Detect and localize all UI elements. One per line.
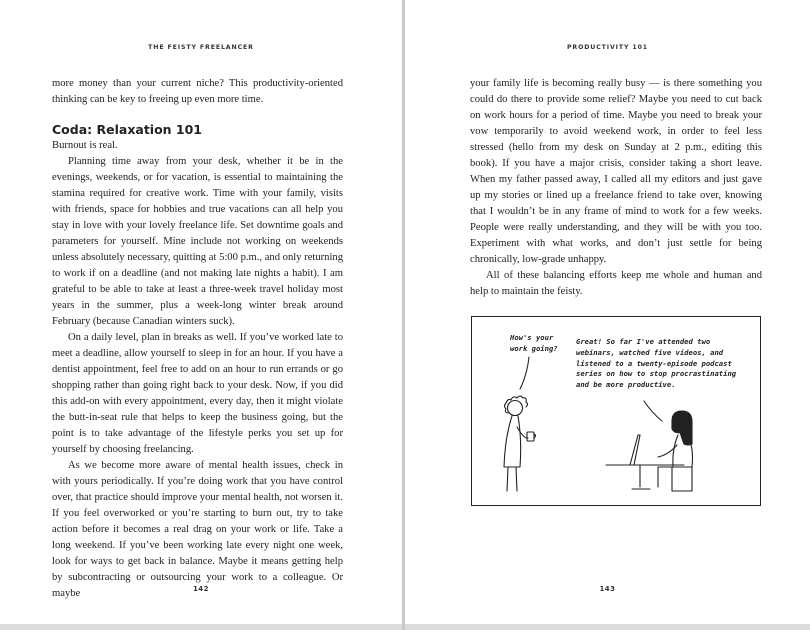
page-number-right: 143 <box>599 585 616 593</box>
running-head-left: THE FEISTY FREELANCER <box>148 44 254 51</box>
coffee-mug <box>527 432 534 441</box>
standing-person-head <box>508 401 523 416</box>
speech-bubble-question: How's your work going? <box>510 333 558 353</box>
right-page <box>405 0 810 624</box>
right-page-body <box>470 76 762 300</box>
opening-line: Burnout is real. <box>52 140 118 151</box>
paragraph: On a daily level, plan in breaks as well. If you’ve worked late to meet a deadline, allow yourself to sleep in for an hour. If you have a dentist appointment, feel free to add on an hour to run errands or go shopping rather than going right back to your desk. Now, if you did this add-on with every appointment, every day, then it might violate the butt-in-seat rule that helps to keep the business going, but the point is to take advantage of the lifestyle perks you set up for yourself by choosing freelancing. <box>52 332 343 455</box>
continued-paragraph: your family life is becoming really busy — is there something you could do there to provide some relief? Maybe you need to cut back on work hours for a period of time. Maybe you need to break your vow temporarily to avoid weekend work, in order to feel less stressed (hello from my desk on Sunday at 2 p.m., editing this book). If you have a major crisis, consider taking a short leave. When my father passed away, I called all my editors and just gave up my stories or lined up a freelance friend to take over, knowing that I wouldn’t be in any frame of mind to work for a few weeks. People were really understanding, and they will be with you too. Experiment with what works, and don’t just settle for being chronically, low-grade unhappy. <box>470 78 762 265</box>
laptop <box>630 435 640 465</box>
speech-tail-right <box>644 401 662 421</box>
left-page-body <box>52 76 343 602</box>
section-heading: Coda: Relaxation 101 <box>52 122 203 137</box>
left-page <box>0 0 402 624</box>
paragraph: As we become more aware of mental health issues, check in with yours periodically. If you’re doing work that you have control over, that practice should improve your mental health, not worsen it. If you feel overworked or you’re starting to burn out, try to take action before it becomes a real drag on your work or life. Take a long weekend. If you’ve been working late every night one week, look for ways to get back in balance. Maybe it means getting help by subcontracting or outsourcing your work to a colleague. Or maybe <box>52 460 343 599</box>
paragraph: Planning time away from your desk, whether it be in the evenings, weekends, or for vacation, is essential to maintaining the stamina required for creative work. Time with your family, visits with friends, space for hobbies and true vacations can all help you stay in love with your lovely freelance life. Set downtime goals and parameters for yourself. Mine include not working on weekends unless absolutely necessary, quitting at 5:00 p.m., and only returning to work if on a deadline (and not making late nights a habit). I am grateful to be able to take at least a three-week travel holiday most years in the summer, plus a week-long winter break around February (because Canadian winters suck). <box>52 156 343 327</box>
standing-person-body <box>504 416 521 467</box>
page-number-left: 142 <box>192 585 210 593</box>
cartoon-illustration <box>471 316 761 506</box>
table-leg <box>632 465 650 489</box>
speech-tail-left <box>520 357 529 389</box>
running-head-right: PRODUCTIVITY 101 <box>566 44 649 51</box>
seated-person-hair <box>672 411 692 445</box>
standing-person-legs <box>507 467 517 491</box>
stool <box>672 467 692 491</box>
speech-bubble-answer: Great! So far I've attended two webinars, watched five videos, and listened to a twenty-episode podcast series on how to stop procrastinating and be more productive. <box>576 337 737 390</box>
closing-paragraph: All of these balancing efforts keep me whole and human and help to maintain the feisty. <box>470 270 762 297</box>
lead-paragraph: more money than your current niche? This productivity-oriented thinking can be key to freeing up even more time. <box>52 78 343 105</box>
standing-person-arm <box>517 427 528 438</box>
